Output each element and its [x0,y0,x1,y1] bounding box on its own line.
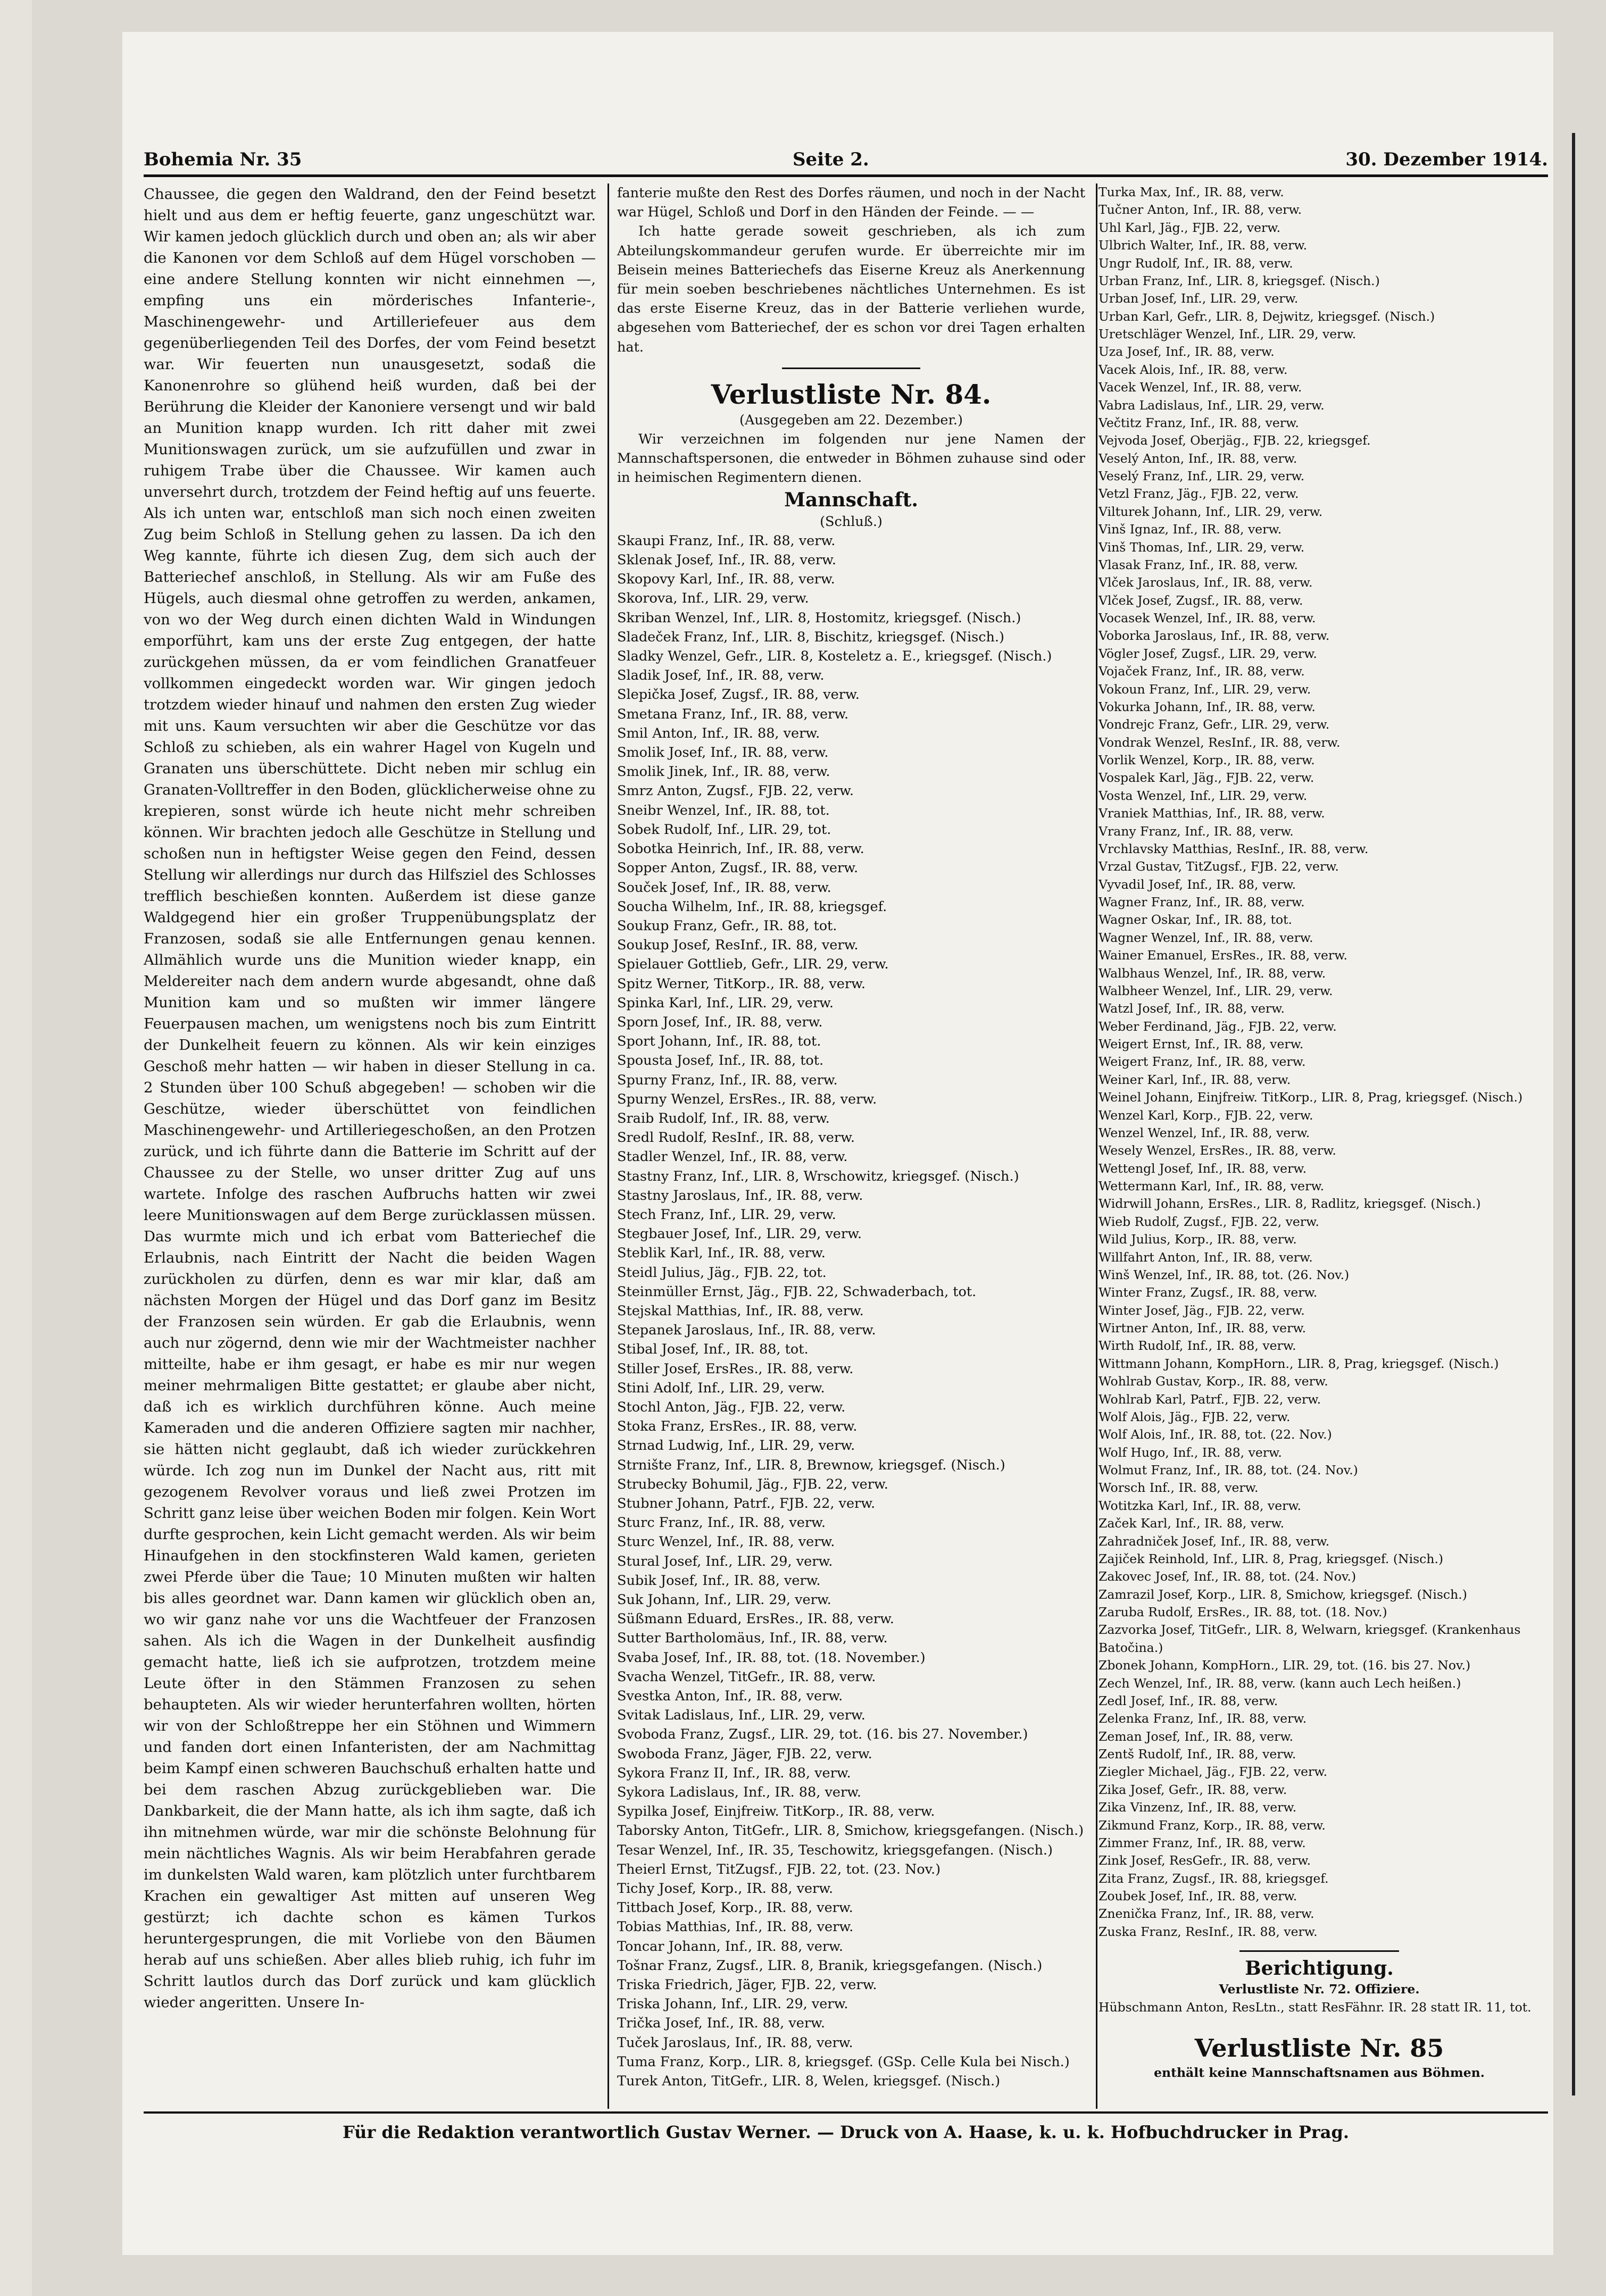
list-entry: Watzl Josef, Inf., IR. 88, verw. [1099,1001,1285,1016]
list-entry: Stubner Johann, Patrf., FJB. 22, verw. [617,1496,876,1512]
list-entry: Soucha Wilhelm, Inf., IR. 88, kriegsgef. [617,898,887,915]
list-entry: Wolf Hugo, Inf., IR. 88, verw. [1099,1445,1282,1460]
list-entry: Ziegler Michael, Jäg., FJB. 22, verw. [1099,1764,1328,1780]
list-entry: Sladik Josef, Inf., IR. 88, verw. [617,667,825,684]
list-entry: Strnište Franz, Inf., LIR. 8, Brewnow, kriegsgef. (Nisch.) [617,1457,1005,1473]
list-entry: Wettengl Josef, Inf., IR. 88, verw. [1099,1160,1307,1176]
list-entry: Zeman Josef, Inf., IR. 88, verw. [1099,1729,1294,1744]
list-entry: Steidl Julius, Jäg., FJB. 22, tot. [617,1264,827,1281]
list-title: Verlustliste Nr. 84. [711,378,992,410]
list-entry: Stech Franz, Inf., LIR. 29, verw. [617,1206,836,1223]
list-entry: Sladky Wenzel, Gefr., LIR. 8, Kosteletz a. E., kriegsgef. (Nisch.) [617,648,1052,665]
list-entry: Walbheer Wenzel, Inf., LIR. 29, verw. [1099,983,1333,998]
list-entry: Vrany Franz, Inf., IR. 88, verw. [1099,823,1294,839]
list-entry: Vacek Alois, Inf., IR. 88, verw. [1099,362,1288,377]
list-entry: Wohlrab Karl, Patrf., FJB. 22, verw. [1099,1391,1321,1407]
list-entry: Walbhaus Wenzel, Inf., IR. 88, verw. [1099,965,1326,981]
column-1-article [144,183,609,2109]
list-entry: Worsch Inf., IR. 88, verw. [1099,1480,1259,1496]
list-entry: Zahradniček Josef, Inf., IR. 88, verw. [1099,1533,1330,1549]
list-entry: Soukup Franz, Gefr., IR. 88, tot. [617,917,837,934]
list-entry: Zika Josef, Gefr., IR. 88, verw. [1099,1782,1287,1797]
list-entry: Vospalek Karl, Jäg., FJB. 22, verw. [1099,770,1314,786]
list-entry: Sladeček Franz, Inf., LIR. 8, Bischitz, kriegsgef. (Nisch.) [617,629,1004,645]
section-title: Mannschaft. [784,488,918,511]
casualty-list-2 [617,531,1085,2091]
list-entry: Zedl Josef, Inf., IR. 88, verw. [1099,1693,1278,1708]
list-entry: Urban Franz, Inf., LIR. 8, kriegsgef. (Nisch.) [1099,273,1380,288]
list-entry: Zazvorka Josef, TitGefr., LIR. 8, Welwarn, kriegsgef. (Krankenhaus Batočina.) [1099,1622,1521,1655]
list-entry: Stochl Anton, Jäg., FJB. 22, verw. [617,1399,846,1415]
list-entry: Uretschläger Wenzel, Inf., LIR. 29, verw. [1099,327,1357,341]
list-entry: Wagner Wenzel, Inf., IR. 88, verw. [1099,930,1313,945]
list-entry: Strubecky Bohumil, Jäg., FJB. 22, verw. [617,1476,888,1492]
list-entry: Sobotka Heinrich, Inf., IR. 88, verw. [617,841,864,857]
list-entry: Spinka Karl, Inf., LIR. 29, verw. [617,995,834,1011]
list-entry: Swoboda Franz, Jäger, FJB. 22, verw. [617,1746,872,1762]
list-entry: Uhl Karl, Jäg., FJB. 22, verw. [1099,220,1281,235]
list-entry: Weigert Ernst, Inf., IR. 88, verw. [1099,1037,1304,1051]
list-entry: Urban Karl, Gefr., LIR. 8, Dejwitz, kriegsgef. (Nisch.) [1099,308,1435,324]
list-entry: Veselý Anton, Inf., IR. 88, verw. [1099,450,1297,466]
list-entry: Wolf Alois, Jäg., FJB. 22, verw. [1099,1409,1291,1424]
list-entry: Weber Ferdinand, Jäg., FJB. 22, verw. [1099,1018,1337,1034]
list-entry: Vilturek Johann, Inf., LIR. 29, verw. [1099,504,1323,519]
list-entry: Vosta Wenzel, Inf., LIR. 29, verw. [1099,788,1308,803]
section-subtitle: (Schluß.) [820,513,883,530]
list-entry: Zuska Franz, ResInf., IR. 88, verw. [1099,1924,1318,1939]
list-entry: Uza Josef, Inf., IR. 88, verw. [1099,344,1275,360]
list-entry: Sraib Rudolf, Inf., IR. 88, verw. [617,1110,830,1126]
list-entry: Smil Anton, Inf., IR. 88, verw. [617,725,820,741]
list-entry: Vlček Josef, Zugsf., IR. 88, verw. [1099,592,1303,608]
correction-reference: Verlustliste Nr. 72. Offiziere. [1219,1982,1420,1997]
list-entry: Znenička Franz, Inf., IR. 88, verw. [1099,1906,1314,1922]
list-entry: Sykora Ladislaus, Inf., IR. 88, verw. [617,1784,862,1801]
list-entry: Vorlik Wenzel, Korp., IR. 88, verw. [1099,753,1315,767]
correction-title: Berichtigung. [1245,1957,1394,1980]
list-entry: Skopovy Karl, Inf., IR. 88, verw. [617,571,835,588]
header-page-number: Seite 2. [793,149,869,170]
list-entry: Zika Vinzenz, Inf., IR. 88, verw. [1099,1800,1297,1815]
correction-text: Hübschmann Anton, ResLtn., statt ResFähnr. IR. 28 statt IR. 11, tot. [1099,1999,1532,2015]
list-entry: Sypilka Josef, Einjfreiw. TitKorp., IR. 88, verw. [617,1804,935,1820]
list-entry: Strnad Ludwig, Inf., LIR. 29, verw. [617,1438,855,1454]
scan-gutter [0,0,32,2296]
list-entry: Subik Josef, Inf., IR. 88, verw. [617,1572,821,1589]
column-3 [1099,183,1540,2082]
list-entry: Souček Josef, Inf., IR. 88, verw. [617,879,831,896]
list-entry: Sport Johann, Inf., IR. 88, tot. [617,1033,821,1050]
footer-rule [144,2111,1548,2114]
list-entry: Zech Wenzel, Inf., IR. 88, verw. (kann auch Lech heißen.) [1099,1675,1461,1691]
list-entry: Smetana Franz, Inf., IR. 88, verw. [617,706,849,722]
list-entry: Veselý Franz, Inf., LIR. 29, verw. [1099,469,1305,483]
section-divider [782,368,920,369]
list-entry: Svitak Ladislaus, Inf., LIR. 29, verw. [617,1707,866,1724]
list-entry: Taborsky Anton, TitGefr., LIR. 8, Smichow, kriegsgefangen. (Nisch.) [617,1823,1084,1839]
list-entry: Triska Johann, Inf., LIR. 29, verw. [617,1996,848,2013]
list-entry: Svestka Anton, Inf., IR. 88, verw. [617,1688,843,1705]
list-entry: Zentš Rudolf, Inf., IR. 88, verw. [1099,1747,1296,1761]
list-entry: Weiner Karl, Inf., IR. 88, verw. [1099,1072,1291,1087]
list-entry: Theierl Ernst, TitZugsf., FJB. 22, tot. (23. Nov.) [617,1861,941,1877]
list-entry: Wagner Franz, Inf., IR. 88, verw. [1099,895,1305,909]
header-date: 30. Dezember 1914. [1345,149,1548,170]
list-entry: Tuma Franz, Korp., LIR. 8, kriegsgef. (GSp. Celle Kula bei Nisch.) [617,2053,1070,2070]
column-2 [617,183,1097,2109]
list-entry: Smrz Anton, Zugsf., FJB. 22, verw. [617,783,854,799]
header-rule [144,174,1548,177]
next-list-title: Verlustliste Nr. 85 [1194,2033,1444,2063]
list-entry: Stibal Josef, Inf., IR. 88, tot. [617,1341,809,1358]
list-entry: Smolik Jinek, Inf., IR. 88, verw. [617,764,830,780]
list-entry: Widrwill Johann, ErsRes., LIR. 8, Radlitz, kriegsgef. (Nisch.) [1099,1196,1481,1212]
list-entry: Wainer Emanuel, ErsRes., IR. 88, verw. [1099,948,1347,963]
list-entry: Zink Josef, ResGefr., IR. 88, verw. [1099,1853,1311,1868]
list-entry: Sklenak Josef, Inf., IR. 88, verw. [617,552,836,569]
list-entry: Sneibr Wenzel, Inf., IR. 88, tot. [617,802,830,819]
header-issue: Bohemia Nr. 35 [144,149,302,170]
list-entry: Urban Josef, Inf., LIR. 29, verw. [1099,291,1299,306]
list-entry: Soukup Josef, ResInf., IR. 88, verw. [617,937,859,954]
list-date: (Ausgegeben am 22. Dezember.) [739,412,963,428]
list-entry: Vejvoda Josef, Oberjäg., FJB. 22, kriegsgef. [1099,433,1371,448]
list-entry: Winter Franz, Zugsf., IR. 88, verw. [1099,1285,1318,1300]
list-entry: Skriban Wenzel, Inf., LIR. 8, Hostomitz, kriegsgef. (Nisch.) [617,610,1021,626]
article-text: Chaussee, die gegen den Waldrand, den der Feind besetzt hielt und aus dem er heftig feuerte, ganz ungeschützt war. Wir kamen jedoch glücklich durch und oben an; als wir aber die Kanonen vor dem Schloß auf dem Hügel vorschoben — eine andere Stellung konnten wir nicht einnehmen —, empfing uns ein mörderisches Infanterie-, Maschinengewehr- und Artilleriefeuer aus dem gegenüberliegenden Teil des Dorfes, der vom Feind besetzt war. Wir feuerten nun unausgesetzt, sodaß die Kanonenrohre so glühend heiß wurden, daß bei der Berührung die Kleider der Kanoniere versengt und wir bald an Munition knapp wurden. Ich ritt daher mit zwei Munitionswagen zurück, um sie aufzufüllen und zwar in ruhigem Trabe über die Chaussee. Wir kamen auch unversehrt durch, trotzdem der Feind heftig auf uns feuerte. Als ich unten war, entschloß man sich noch einen zweiten Zug beim Schloß in Stellung gehen zu lassen. Da ich den Weg kannte, führte ich diesen Zug, dem sich auch der Batteriechef anschloß, in Stellung. Als wir am Fuße des Hügels, auch diesmal ohne getroffen zu werden, ankamen, von wo der Weg durch einen dichten Wald in Windungen emporführt, kam uns der erste Zug entgegen, der hatte zurückgehen müssen, da er vom feindlichen Granatfeuer vollkommen eingedeckt worden war. Wir gingen jedoch trotzdem wieder hinauf und nahmen den ersten Zug wieder mit uns. Kaum versuchten wir aber die Geschütze vor das Schloß zu schieben, als ein wahrer Hagel von Kugeln und Granaten uns überschüttete. Dicht neben mir schlug ein Granaten-Volltreffer in den Boden, glücklicherweise ohne zu krepieren, sonst würde ich heute nicht mehr schreiben können. Wir brachten jedoch alle Geschütze in Stellung und schoßen nun in heftigster Weise gegen den Feind, dessen Stellung wir allerdings nur durch das Hilfsziel des Schlosses trefflich beschießen konnten. Außerdem ist diese ganze Waldgegend hier ein großer Truppenübungsplatz der Franzosen, sodaß sie alle Entfernungen genau kennen. Allmählich wurde uns die Munition wieder knapp, ein Meldereiter nach dem andern wurde abgesandt, ohne daß Munition kam und so mußten wir immer längere Feuerpausen machen, um wenigstens noch bis zum Eintritt der Dunkelheit feuern zu können. Als wir kein einziges Geschoß mehr hatten — wir haben in dieser Stellung in ca. 2 Stunden über 100 Schuß abgegeben! — schoben wir die Geschütze, wieder überschüttet von feindlichen Maschinengewehr- und Artilleriegeschoßen, an den Protzen zurück, und ich führte dann die Batterie im Schritt auf der Chaussee zu der Stelle, wo unser dritter Zug auf uns wartete. Infolge des raschen Aufbruchs hatten wir zwei leere Munitionswagen auf dem Berge zurücklassen müssen. Das wurmte mich und ich erbat vom Batteriechef die Erlaubnis, nach Eintritt der Nacht die beiden Wagen zurückholen zu dürfen, denn es war mir klar, daß am nächsten Morgen der Hügel und das Dorf ganz im Besitz der Franzosen sein würden. Er gab die Erlaubnis, wenn auch nur zögernd, denn wie mir der Wachtmeister nachher mitteilte, habe er ihm gesagt, er habe es mir nur wegen meiner mehrmaligen Bitte gestattet; er glaube aber nicht, daß ich es wirklich durchführen könne. Auch meine Kameraden und die anderen Offiziere sagten mir nachher, sie hätten nicht geglaubt, daß ich wieder zurückkehren würde. Ich zog nun im Dunkel der Nacht aus, ritt mit gezogenem Revolver voraus und ließ zwei Protzen im Schritt ganz leise über weichen Boden mir folgen. Kein Wort durfte gesprochen, kein Licht gemacht werden. Als wir beim Hinaufgehen in den stockfinsteren Wald kamen, gerieten zwei Pferde über die Taue; 10 Minuten mußten wir halten bis alles geordnet war. Dann kamen wir glücklich oben an, wo wir ganz nahe vor uns die Wachtfeuer der Franzosen sahen. Als ich die Wagen in der Dunkelheit ausfindig gemacht hatte, ließ ich sie aufprotzen, trotzdem meine Leute öfter in den Stämmen Franzosen zu sehen behaupteten. Als wir wieder herunterfahren wollten, hörten wir von der Schloßtreppe her ein Stöhnen und Wimmern und fanden dort einen Infanteristen, der am Nachmittag beim Kampf einen schweren Bauchschuß erhalten hatte und bei dem raschen Abzug zurückgeblieben war. Die Dankbarkeit, die der Mann hatte, als ich ihm sagte, daß ich ihn mitnehmen würde, war mir die schönste Belohnung für mein nächtliches Wagnis. Als wir beim Herabfahren gerade im dunkelsten Wald waren, kam plötzlich unter furchtbarem Krachen ein gewaltiger Ast mitten auf unseren Weg gestürzt; ich dachte schon es kämen Turkos heruntergesprungen, die mit Vorliebe von den Bäumen herab auf uns schießen. Aber alles blieb ruhig, ich fuhr im Schritt lautlos durch das Dorf zurück und kam glücklich wieder angeritten. Unsere In- [144,186,596,2011]
list-entry: Weigert Franz, Inf., IR. 88, verw. [1099,1054,1306,1070]
list-entry: Toncar Johann, Inf., IR. 88, verw. [617,1938,843,1955]
list-entry: Stastny Jaroslaus, Inf., IR. 88, verw. [617,1187,863,1204]
list-entry: Stastny Franz, Inf., LIR. 8, Wrschowitz, kriegsgef. (Nisch.) [617,1168,1019,1184]
list-entry: Svoboda Franz, Zugsf., LIR. 29, tot. (16. bis 27. November.) [617,1726,1028,1743]
list-entry: Vetzl Franz, Jäg., FJB. 22, verw. [1099,486,1299,502]
scan-edge-rule [1572,133,1575,2095]
article-text-continued: fanterie mußte den Rest des Dorfes räumen, und noch in der Nacht war Hügel, Schloß und Dorf in den Händen der Feinde. — — [617,185,1085,221]
list-entry: Zimmer Franz, Inf., IR. 88, verw. [1099,1835,1306,1850]
list-entry: Steblik Karl, Inf., IR. 88, verw. [617,1245,826,1262]
list-entry: Stoka Franz, ErsRes., IR. 88, verw. [617,1418,858,1435]
list-entry: Stepanek Jaroslaus, Inf., IR. 88, verw. [617,1322,876,1339]
list-entry: Vabra Ladislaus, Inf., LIR. 29, verw. [1099,397,1325,413]
list-entry: Večtitz Franz, Inf., IR. 88, verw. [1099,415,1299,430]
list-entry: Sutter Bartholomäus, Inf., IR. 88, verw. [617,1630,888,1647]
list-entry: Zita Franz, Zugsf., IR. 88, kriegsgef. [1099,1871,1329,1886]
list-entry: Začek Karl, Inf., IR. 88, verw. [1099,1516,1285,1531]
list-entry: Wettermann Karl, Inf., IR. 88, verw. [1099,1179,1325,1193]
list-entry: Vondrak Wenzel, ResInf., IR. 88, verw. [1099,734,1341,750]
list-entry: Zbonek Johann, KompHorn., LIR. 29, tot. (16. bis 27. Nov.) [1099,1658,1471,1673]
list-entry: Wolmut Franz, Inf., IR. 88, tot. (24. Nov.) [1099,1463,1358,1477]
list-entry: Zajiček Reinhold, Inf., LIR. 8, Prag, kriegsgef. (Nisch.) [1099,1551,1444,1566]
list-entry: Wirtner Anton, Inf., IR. 88, verw. [1099,1321,1307,1335]
list-entry: Smolik Josef, Inf., IR. 88, verw. [617,745,829,761]
list-entry: Vraniek Matthias, Inf., IR. 88, verw. [1099,806,1325,821]
list-entry: Zikmund Franz, Korp., IR. 88, verw. [1099,1817,1326,1833]
list-entry: Sykora Franz II, Inf., IR. 88, verw. [617,1765,851,1781]
article-text-continued: Ich hatte gerade soweit geschrieben, als ich zum Abteilungskommandeur gerufen wurde. Er überreichte mir im Beisein meines Batteriechefs das Eiserne Kreuz als Anerkennung für mein soeben beschriebenes nächtliches Unternehmen. Es ist das erste Eiserne Kreuz, das in der Batterie verliehen wurde, abgesehen vom Batteriechef, der es schon vor drei Tagen erhalten hat. [617,223,1085,355]
list-entry: Tuček Jaroslaus, Inf., IR. 88, verw. [617,2034,853,2051]
list-entry: Vlček Jaroslaus, Inf., IR. 88, verw. [1099,575,1313,590]
list-entry: Wohlrab Gustav, Korp., IR. 88, verw. [1099,1374,1328,1389]
list-entry: Vojaček Franz, Inf., IR. 88, verw. [1099,664,1305,679]
list-entry: Sturc Wenzel, Inf., IR. 88, verw. [617,1534,835,1550]
list-entry: Trička Josef, Inf., IR. 88, verw. [617,2015,825,2032]
list-entry: Suk Johann, Inf., LIR. 29, verw. [617,1592,831,1608]
list-entry: Vokoun Franz, Inf., LIR. 29, verw. [1099,681,1311,697]
list-entry: Skorova, Inf., LIR. 29, verw. [617,590,809,607]
list-entry: Tučner Anton, Inf., IR. 88, verw. [1099,202,1302,218]
casualty-list-3 [1099,183,1540,1941]
list-entry: Wittmann Johann, KompHorn., LIR. 8, Prag, kriegsgef. (Nisch.) [1099,1356,1499,1371]
list-entry: Wolf Alois, Inf., IR. 88, tot. (22. Nov.) [1099,1427,1332,1442]
list-entry: Ulbrich Walter, Inf., IR. 88, verw. [1099,238,1308,253]
list-entry: Wenzel Karl, Korp., FJB. 22, verw. [1099,1107,1313,1123]
list-entry: Zakovec Josef, Inf., IR. 88, tot. (24. Nov.) [1099,1569,1357,1584]
list-entry: Vinš Ignaz, Inf., IR. 88, verw. [1099,522,1282,537]
list-entry: Zoubek Josef, Inf., IR. 88, verw. [1099,1889,1297,1903]
list-entry: Sopper Anton, Zugsf., IR. 88, verw. [617,860,859,876]
list-entry: Vacek Wenzel, Inf., IR. 88, verw. [1099,380,1302,395]
list-entry: Vocasek Wenzel, Inf., IR. 88, verw. [1099,611,1316,625]
list-entry: Vrzal Gustav, TitZugsf., FJB. 22, verw. [1099,859,1339,874]
list-entry: Sredl Rudolf, ResInf., IR. 88, verw. [617,1130,855,1146]
list-entry: Stegbauer Josef, Inf., LIR. 29, verw. [617,1226,862,1242]
list-entry: Wagner Oskar, Inf., IR. 88, tot. [1099,912,1293,928]
list-entry: Slepička Josef, Zugsf., IR. 88, verw. [617,687,860,703]
list-entry: Stadler Wenzel, Inf., IR. 88, verw. [617,1149,848,1165]
list-entry: Tichy Josef, Korp., IR. 88, verw. [617,1881,834,1897]
list-entry: Wesely Wenzel, ErsRes., IR. 88, verw. [1099,1143,1336,1158]
list-entry: Voborka Jaroslaus, Inf., IR. 88, verw. [1099,628,1330,644]
list-entry: Spurny Wenzel, ErsRes., IR. 88, verw. [617,1091,877,1107]
list-entry: Vlasak Franz, Inf., IR. 88, verw. [1099,557,1298,572]
list-entry: Spurny Franz, Inf., IR. 88, verw. [617,1072,838,1088]
list-entry: Tošnar Franz, Zugsf., LIR. 8, Branik, kriegsgefangen. (Nisch.) [617,1957,1043,1974]
list-entry: Winter Josef, Jäg., FJB. 22, verw. [1099,1303,1305,1318]
list-entry: Zelenka Franz, Inf., IR. 88, verw. [1099,1711,1307,1726]
list-entry: Wieb Rudolf, Zugsf., FJB. 22, verw. [1099,1214,1319,1229]
list-entry: Vyvadil Josef, Inf., IR. 88, verw. [1099,876,1296,892]
list-entry: Wotitzka Karl, Inf., IR. 88, verw. [1099,1498,1302,1513]
list-entry: Sturc Franz, Inf., IR. 88, verw. [617,1515,826,1531]
list-entry: Sobek Rudolf, Inf., LIR. 29, tot. [617,821,831,838]
list-entry: Tittbach Josef, Korp., IR. 88, verw. [617,1900,853,1916]
list-entry: Vögler Josef, Zugsf., LIR. 29, verw. [1099,646,1317,661]
list-entry: Willfahrt Anton, Inf., IR. 88, verw. [1099,1249,1313,1265]
list-entry: Turka Max, Inf., IR. 88, verw. [1099,185,1284,199]
list-entry: Spielauer Gottlieb, Gefr., LIR. 29, verw. [617,956,889,973]
section-divider [1239,1950,1399,1952]
list-entry: Spousta Josef, Inf., IR. 88, tot. [617,1053,824,1069]
list-entry: Spitz Werner, TitKorp., IR. 88, verw. [617,975,866,992]
list-entry: Weinel Johann, Einjfreiw. TitKorp., LIR. 8, Prag, kriegsgef. (Nisch.) [1099,1090,1523,1105]
list-entry: Tesar Wenzel, Inf., IR. 35, Teschowitz, kriegsgefangen. (Nisch.) [617,1842,1053,1858]
list-entry: Winš Wenzel, Inf., IR. 88, tot. (26. Nov.) [1099,1267,1350,1282]
list-entry: Stural Josef, Inf., LIR. 29, verw. [617,1553,833,1569]
list-entry: Svaba Josef, Inf., IR. 88, tot. (18. November.) [617,1649,926,1666]
list-entry: Wenzel Wenzel, Inf., IR. 88, verw. [1099,1125,1310,1140]
list-entry: Zamrazil Josef, Korp., LIR. 8, Smichow, kriegsgef. (Nisch.) [1099,1587,1467,1602]
list-intro: Wir verzeichnen im folgenden nur jene Namen der Mannschaftspersonen, die entweder in Böhmen zuhause sind oder in heimischen Regimentern dienen. [617,431,1085,486]
list-entry: Steinmüller Ernst, Jäg., FJB. 22, Schwaderbach, tot. [617,1283,977,1300]
list-entry: Turek Anton, TitGefr., LIR. 8, Welen, kriegsgef. (Nisch.) [617,2073,1001,2090]
next-list-note: enthält keine Mannschaftsnamen aus Böhmen. [1154,2065,1485,2080]
imprint-footer: Für die Redaktion verantwortlich Gustav Werner. — Druck von A. Haase, k. u. k. Hofbuchdrucker in Prag. [343,2122,1349,2142]
page-header [144,144,1548,176]
list-entry: Vondrejc Franz, Gefr., LIR. 29, verw. [1099,717,1330,732]
list-entry: Tobias Matthias, Inf., IR. 88, verw. [617,1919,854,1935]
list-entry: Svacha Wenzel, TitGefr., IR. 88, verw. [617,1668,876,1685]
list-entry: Zaruba Rudolf, ErsRes., IR. 88, tot. (18. Nov.) [1099,1605,1387,1619]
list-entry: Vrchlavsky Matthias, ResInf., IR. 88, verw. [1099,841,1369,856]
list-entry: Triska Friedrich, Jäger, FJB. 22, verw. [617,1977,877,1993]
list-entry: Skaupi Franz, Inf., IR. 88, verw. [617,532,836,549]
list-entry: Vinš Thomas, Inf., LIR. 29, verw. [1099,539,1305,555]
list-entry: Stiller Josef, ErsRes., IR. 88, verw. [617,1360,854,1377]
list-entry: Wirth Rudolf, Inf., IR. 88, verw. [1099,1338,1296,1354]
list-entry: Ungr Rudolf, Inf., IR. 88, verw. [1099,255,1293,271]
list-entry: Vokurka Johann, Inf., IR. 88, verw. [1099,699,1316,714]
list-entry: Stejskal Matthias, Inf., IR. 88, verw. [617,1303,864,1319]
list-entry: Süßmann Eduard, ErsRes., IR. 88, verw. [617,1611,894,1627]
list-entry: Wild Julius, Korp., IR. 88, verw. [1099,1232,1297,1247]
list-entry: Sporn Josef, Inf., IR. 88, verw. [617,1014,823,1030]
list-entry: Stini Adolf, Inf., LIR. 29, verw. [617,1380,825,1396]
